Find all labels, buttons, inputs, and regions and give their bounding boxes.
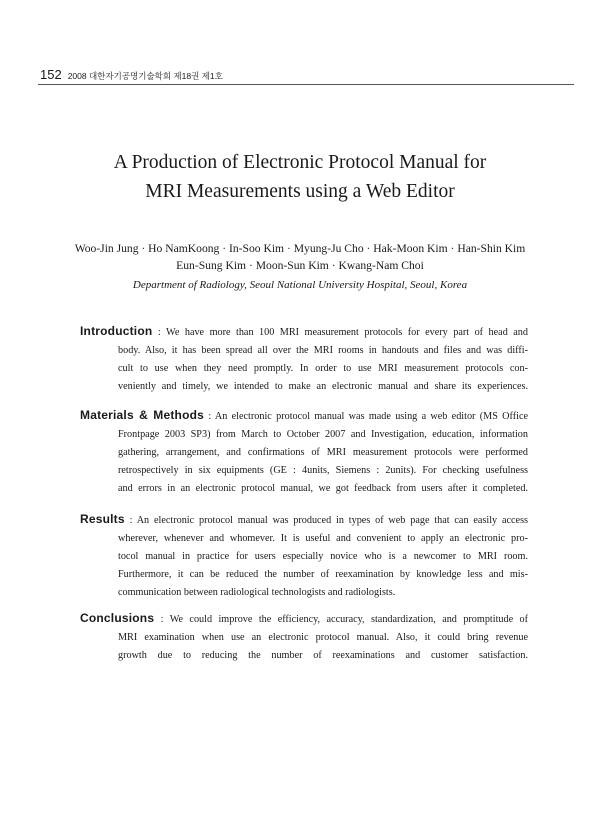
title-line-2: MRI Measurements using a Web Editor bbox=[145, 181, 455, 202]
section-first-line bbox=[80, 609, 528, 629]
section-conclusions bbox=[80, 609, 528, 665]
section-first-line bbox=[80, 406, 528, 426]
authors-line-2: Eun-Sung Kim · Moon-Sun Kim · Kwang-Nam Choi bbox=[176, 259, 424, 272]
section-line: gathering, arrangement, and confirmations of MRI measurement protocols were performed bbox=[118, 447, 528, 458]
running-header bbox=[40, 67, 570, 82]
section-line: communication between radiological technologists and radiologists. bbox=[118, 587, 396, 598]
section-line: Furthermore, it can be reduced the number of reexamination by knowledge less and mis- bbox=[118, 569, 528, 580]
section-text: : We have more than 100 MRI measurement protocols for every part of head and bbox=[157, 327, 528, 338]
section-materials-methods bbox=[80, 406, 528, 498]
section-label-introduction: Introduction bbox=[80, 324, 153, 338]
author-list bbox=[40, 240, 560, 274]
section-text: : An electronic protocol manual was produced in types of web page that can easily access bbox=[129, 515, 529, 526]
section-line: veniently and timely, we intended to make an electronic manual and share its experiences. bbox=[118, 381, 528, 392]
section-line: and errors in an electronic protocol manual, we got feedback from users after it completed. bbox=[118, 483, 528, 494]
section-line: body. Also, it has been spread all over the MRI rooms in handouts and files and was diffi- bbox=[118, 345, 528, 356]
section-first-line bbox=[80, 510, 528, 530]
section-line: growth due to reducing the number of reexaminations and customer satisfaction. bbox=[118, 650, 528, 661]
page-number: 152 bbox=[40, 67, 62, 82]
section-introduction bbox=[80, 322, 528, 396]
affiliation: Department of Radiology, Seoul National University Hospital, Seoul, Korea bbox=[132, 279, 468, 291]
section-label-methods: Materials & Methods bbox=[80, 408, 205, 422]
section-line: cult to use when they need promptly. In order to use MRI measurement protocols con- bbox=[118, 363, 528, 374]
section-line: Frontpage 2003 SP3) from March to October 2007 and Investigation, education, information bbox=[118, 429, 528, 440]
section-text: : An electronic protocol manual was made using a web editor (MS Office bbox=[208, 411, 529, 422]
section-line: tocol manual in practice for users especially novice who is a newcomer to MRI room. bbox=[118, 551, 528, 562]
title-line-1: A Production of Electronic Protocol Manual for bbox=[113, 152, 487, 173]
journal-name: 2008 대한자기공명기술학회 제18권 제1호 bbox=[67, 71, 223, 81]
section-label-conclusions: Conclusions bbox=[80, 611, 155, 625]
header-divider bbox=[38, 84, 574, 85]
authors-line-1: Woo-Jin Jung · Ho NamKoong · In-Soo Kim · Myung-Ju Cho · Hak-Moon Kim · Han-Shin Kim bbox=[74, 242, 526, 255]
section-line: wherever, whenever and whomever. It is useful and convenient to apply an electronic pro- bbox=[118, 533, 528, 544]
section-label-results: Results bbox=[80, 512, 125, 526]
section-line: retrospectively in six equipments (GE : 4units, Siemens : 2units). For checking usefulness bbox=[118, 465, 528, 476]
section-results bbox=[80, 510, 528, 602]
section-line: MRI examination when use an electronic protocol manual. Also, it could bring revenue bbox=[118, 632, 528, 643]
section-first-line bbox=[80, 322, 528, 342]
section-text: : We could improve the efficiency, accuracy, standardization, and promptitude of bbox=[160, 614, 529, 625]
paper-title bbox=[60, 148, 540, 206]
